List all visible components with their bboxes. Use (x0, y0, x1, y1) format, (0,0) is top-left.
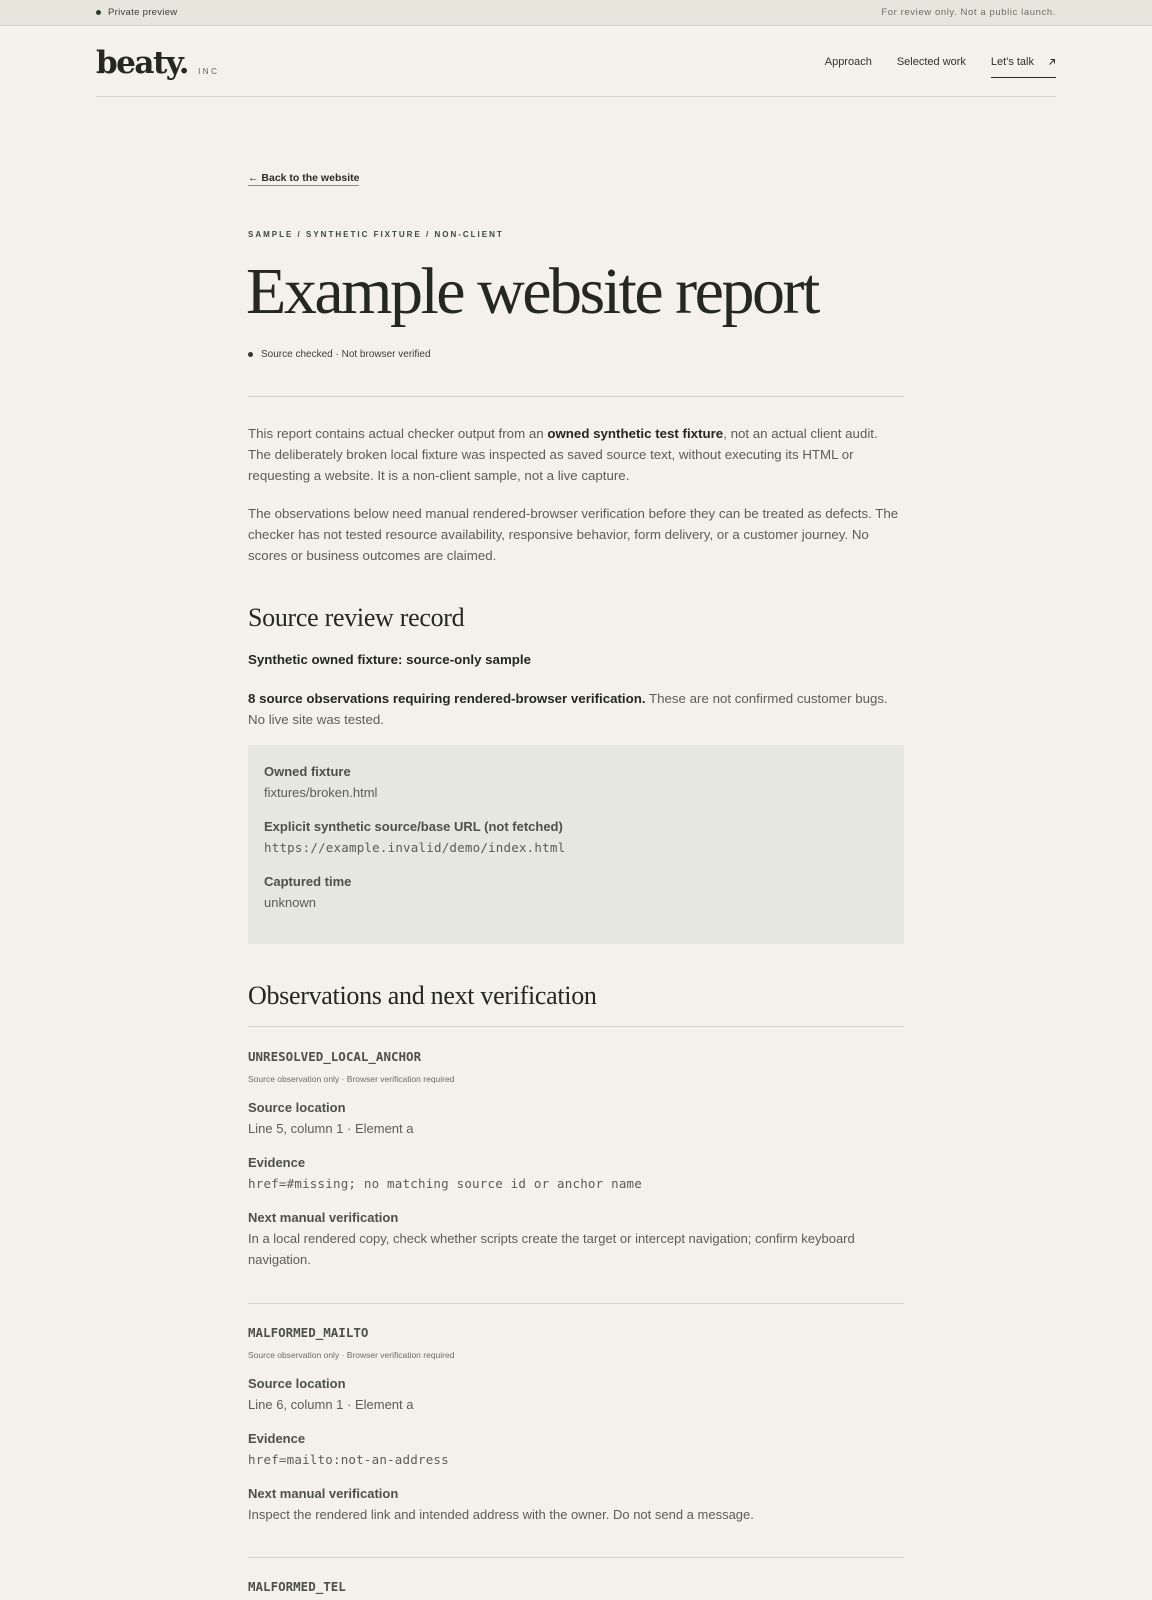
brand-logo[interactable] (96, 44, 219, 79)
field-label: Source location (248, 1376, 346, 1391)
observation-meta: Source observation only · Browser verification required (248, 1350, 455, 1360)
field-value: href=mailto:not-an-address (248, 1452, 449, 1467)
divider (248, 1026, 904, 1027)
status-dot-icon (96, 10, 101, 15)
field-value: https://example.invalid/demo/index.html (264, 840, 566, 855)
page-title: Example website report (246, 255, 818, 328)
intro-paragraph-1 (248, 423, 904, 486)
preview-status (96, 7, 177, 18)
nav-selected-work[interactable]: Selected work (896, 56, 966, 68)
source-review-subheading: Synthetic owned fixture: source-only sample (248, 652, 531, 667)
field-value: fixtures/broken.html (264, 785, 378, 800)
preview-label: Private preview (108, 7, 178, 18)
observation-item (248, 1325, 904, 1525)
field-label: Next manual verification (248, 1210, 399, 1225)
field-value: In a local rendered copy, check whether scripts create the target or intercept navigation; confirm keyboard navigation. (248, 1231, 855, 1267)
field-value: Line 6, column 1 · Element a (248, 1397, 414, 1412)
field-label: Explicit synthetic source/base URL (not fetched) (264, 819, 563, 834)
logo-suffix: INC (198, 66, 220, 76)
observation-code: MALFORMED_MAILTO (248, 1325, 369, 1340)
site-header (96, 26, 1056, 97)
observation-code: UNRESOLVED_LOCAL_ANCHOR (248, 1049, 422, 1064)
summary-text: These are not confirmed customer bugs. No live site was tested. (248, 691, 888, 727)
divider (248, 1303, 904, 1304)
observation-item (248, 1579, 904, 1594)
logo-wordmark[interactable]: beaty. (96, 44, 189, 81)
field-label: Evidence (248, 1431, 306, 1446)
field-value: unknown (264, 895, 317, 910)
intro-paragraph-2: The observations below need manual rendered-browser verification before they can be treated as defects. The checker has not tested resource availability, responsive behavior, form delivery, or a customer journey. No scores or business outcomes are claimed. (248, 506, 899, 563)
section-heading-observations: Observations and next verification (248, 981, 597, 1010)
field-value: Inspect the rendered link and intended address with the owner. Do not send a message. (248, 1507, 754, 1522)
nav-lets-talk-label: Let's talk (990, 55, 1034, 68)
divider (248, 396, 904, 397)
intro-text: , not an actual client audit. The deliberately broken local fixture was inspected as saved source text, without executing its HTML or requesting a website. It is a non-client sample, not a live capture. (248, 426, 878, 483)
summary-bold: 8 source observations requiring rendered-browser verification. (248, 691, 646, 706)
field-label: Evidence (248, 1155, 306, 1170)
field-value: Line 5, column 1 · Element a (248, 1121, 414, 1136)
intro-bold: owned synthetic test fixture (547, 426, 724, 441)
preview-bar (0, 0, 1152, 26)
field-label: Next manual verification (248, 1486, 399, 1501)
fixture-details-panel (248, 745, 904, 944)
field-value: href=#missing; no matching source id or anchor name (248, 1176, 643, 1191)
observation-meta: Source observation only · Browser verification required (248, 1074, 455, 1084)
verification-status (248, 349, 431, 360)
arrow-up-right-icon (1048, 58, 1056, 66)
divider (248, 1557, 904, 1558)
intro-text: This report contains actual checker output from an (248, 426, 548, 441)
field-label: Captured time (264, 874, 352, 889)
status-dot-icon (248, 352, 253, 357)
field-label: Source location (248, 1100, 346, 1115)
eyebrow-label: SAMPLE / SYNTHETIC FIXTURE / NON-CLIENT (248, 230, 504, 239)
section-heading-source-review: Source review record (248, 603, 465, 632)
nav-lets-talk[interactable] (991, 56, 1056, 78)
nav-approach[interactable]: Approach (824, 56, 872, 68)
preview-note: For review only. Not a public launch. (881, 7, 1056, 18)
main-nav (825, 45, 1056, 78)
field-label: Owned fixture (264, 764, 351, 779)
status-text: Source checked · Not browser verified (261, 349, 431, 360)
observation-code: MALFORMED_TEL (248, 1579, 346, 1594)
observation-item (248, 1049, 904, 1270)
source-review-summary (248, 688, 904, 730)
back-link[interactable]: ← Back to the website (248, 172, 360, 184)
